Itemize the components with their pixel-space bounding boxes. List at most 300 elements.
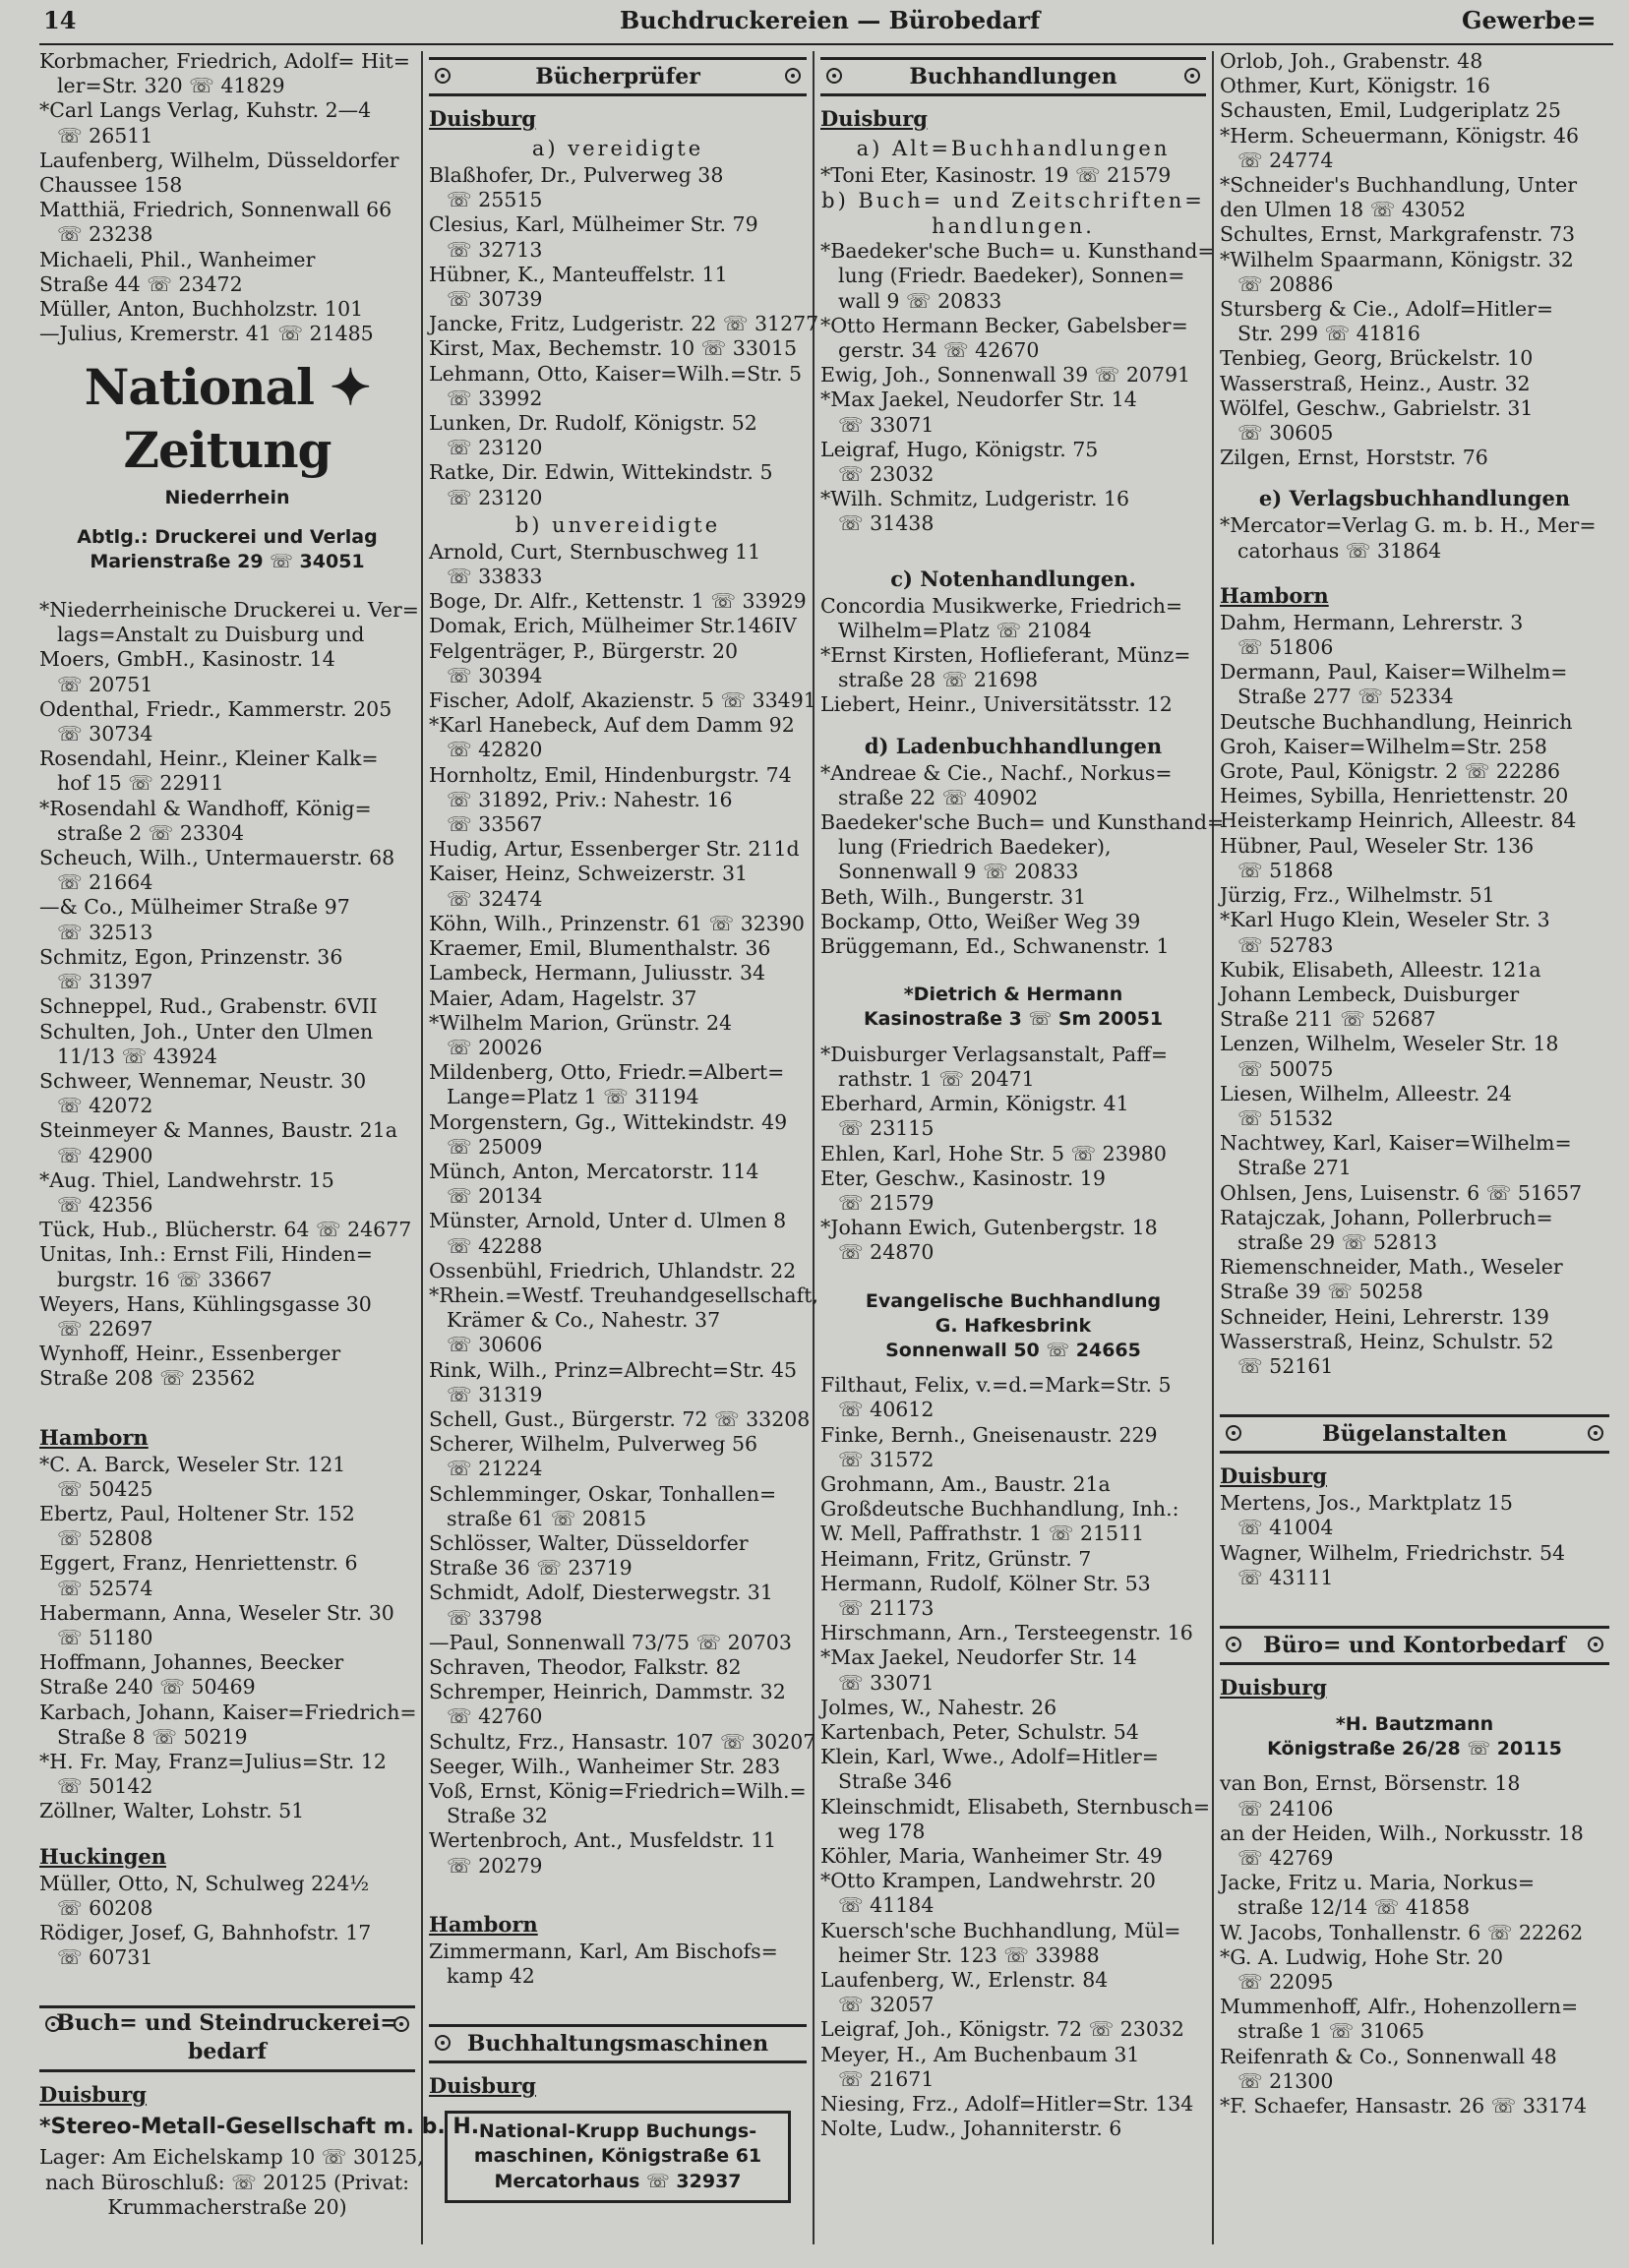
entry-line: Matthiä, Friedrich, Sonnenwall 66	[39, 198, 392, 222]
entry-line: *Karl Hugo Klein, Weseler Str. 3	[1220, 908, 1550, 932]
category-title: Bücherprüfer	[535, 64, 700, 90]
entry-list	[820, 1043, 1206, 1266]
entry-list	[39, 1453, 415, 1824]
entry-line: ☏ 21173	[838, 1595, 935, 1620]
subsection-heading: d) Ladenbuchhandlungen	[864, 733, 1163, 758]
category-title: Buchhaltungsmaschinen	[466, 2031, 769, 2058]
entry-line: Jacke, Fritz u. Maria, Norkus=	[1220, 1871, 1536, 1895]
entry-line: *Max Jaekel, Neudorfer Str. 14	[820, 388, 1137, 412]
category-header	[39, 2005, 415, 2072]
entry-line: Straße 36 ☏ 23719	[429, 1556, 633, 1581]
subsection-heading: a) vereidigte	[531, 137, 704, 160]
entry-line: Str. 299 ☏ 41816	[1237, 322, 1420, 346]
entry-line: ☏ 32474	[447, 886, 543, 911]
entry-line: W. Mell, Paffrathstr. 1 ☏ 21511	[820, 1522, 1145, 1546]
entry-line: den Ulmen 18 ☏ 43052	[1220, 198, 1467, 222]
entry-line: Jürzig, Frz., Wilhelmstr. 51	[1220, 883, 1495, 908]
ad-line: Mercatorhaus ☏ 32937	[494, 2170, 742, 2192]
ring-ornament-icon	[1588, 1637, 1603, 1652]
ad-line: nach Büroschluß: ☏ 20125 (Privat:	[44, 2170, 410, 2194]
entry-line: Schmidt, Adolf, Diesterwegstr. 31	[429, 1581, 773, 1605]
entry-line: Straße 240 ☏ 50469	[39, 1675, 256, 1700]
entry-line: Jolmes, W., Nahestr. 26	[820, 1695, 1057, 1719]
entry-line: Ratajczak, Johann, Pollerbruch=	[1220, 1205, 1553, 1229]
entry-line: Zimmermann, Karl, Am Bischofs=	[429, 1939, 778, 1963]
entry-line: ☏ 24106	[1237, 1796, 1334, 1820]
entry-line: *G. A. Ludwig, Hohe Str. 20	[1220, 1944, 1503, 1969]
entry-line: Habermann, Anna, Weseler Str. 30	[39, 1600, 394, 1625]
entry-line: Concordia Musikwerke, Friedrich=	[820, 593, 1183, 618]
entry-line: Korbmacher, Friedrich, Adolf= Hit=	[39, 49, 410, 73]
entry-line: *Mercator=Verlag G. m. b. H., Mer=	[1220, 513, 1597, 538]
entry-line: ☏ 42288	[447, 1233, 543, 1258]
entry-line: ☏ 42356	[57, 1192, 153, 1217]
entry-line: Lunken, Dr. Rudolf, Königstr. 52	[429, 411, 757, 436]
entry-line: ☏ 33992	[447, 386, 543, 410]
category-header	[1220, 1626, 1609, 1665]
stereo-ad-title: *Stereo-Metall-Gesellschaft m. b. H.	[39, 2115, 480, 2140]
buchungsmaschinen-ad	[445, 2111, 791, 2203]
entry-line: Baedeker'sche Buch= und Kunsthand=	[820, 810, 1225, 835]
ring-ornament-icon	[435, 68, 451, 84]
entry-line: ☏ 32057	[838, 1993, 935, 2017]
entry-line: straße 22 ☏ 40902	[838, 785, 1039, 809]
entry-line: Köhler, Maria, Wanheimer Str. 49	[820, 1843, 1163, 1868]
entry-line: Schneppel, Rud., Grabenstr. 6VII	[39, 994, 378, 1019]
ring-ornament-icon	[785, 68, 801, 84]
entry-line: ☏ 31397	[57, 970, 153, 994]
entry-line: Tenbieg, Georg, Brückelstr. 10	[1220, 346, 1534, 371]
entry-line: *Johann Ewich, Gutenbergstr. 18	[820, 1216, 1158, 1240]
entry-line: ☏ 20751	[57, 672, 153, 696]
entry-line: Kaiser, Heinz, Schweizerstr. 31	[429, 862, 749, 886]
entry-line: Brüggemann, Ed., Schwanenstr. 1	[820, 934, 1170, 959]
entry-line: ☏ 30394	[447, 663, 543, 687]
entry-line: straße 28 ☏ 21698	[838, 668, 1039, 692]
entry-line: Münch, Anton, Mercatorstr. 114	[429, 1159, 759, 1183]
entry-line: Dahm, Hermann, Lehrerstr. 3	[1220, 610, 1524, 634]
entry-line: ☏ 21671	[838, 2066, 935, 2091]
ad-line: *Dietrich & Hermann	[903, 984, 1123, 1006]
entry-line: Boge, Dr. Alfr., Kettenstr. 1 ☏ 33929	[429, 589, 807, 614]
entry-line: Schultz, Frz., Hansastr. 107 ☏ 30207	[429, 1729, 816, 1754]
entry-line: Laufenberg, Wilhelm, Düsseldorfer	[39, 148, 399, 172]
entry-line: Schweer, Wennemar, Neustr. 30	[39, 1068, 367, 1093]
entry-line: Ewig, Joh., Sonnenwall 39 ☏ 20791	[820, 363, 1191, 388]
city-heading: Duisburg	[1220, 1463, 1327, 1489]
entry-line: Heisterkamp Heinrich, Alleestr. 84	[1220, 808, 1577, 833]
entry-line: ☏ 51532	[1237, 1105, 1334, 1130]
entry-line: Wasserstraß, Heinz, Schulstr. 52	[1220, 1329, 1554, 1353]
entry-line: ☏ 32713	[447, 237, 543, 262]
entry-line: ☏ 24870	[838, 1240, 935, 1265]
evangelische-buchhandlung-ad	[820, 1289, 1206, 1364]
entry-line: ☏ 23115	[838, 1116, 935, 1141]
subsection-heading: b) unvereidigte	[514, 512, 721, 537]
entry-line: Nolte, Ludw., Johanniterstr. 6	[820, 2117, 1122, 2141]
entry-line: hof 15 ☏ 22911	[57, 771, 224, 796]
entry-line: Johann Lembeck, Duisburger	[1220, 982, 1520, 1006]
entry-line: Nachtwey, Karl, Kaiser=Wilhelm=	[1220, 1131, 1572, 1156]
entry-line: Leigraf, Joh., Königstr. 72 ☏ 23032	[820, 2017, 1184, 2042]
entry-line: Deutsche Buchhandlung, Heinrich	[1220, 709, 1573, 734]
entry-line: Meyer, H., Am Buchenbaum 31	[820, 2042, 1140, 2066]
entry-line: Lenzen, Wilhelm, Weseler Str. 18	[1220, 1032, 1559, 1056]
entry-list	[39, 49, 415, 346]
entry-line: ☏ 52783	[1237, 932, 1334, 957]
entry-line: Michaeli, Phil., Wanheimer	[39, 247, 316, 271]
entry-line: Krämer & Co., Nahestr. 37	[447, 1308, 721, 1333]
entry-line: —& Co., Mülheimer Straße 97	[39, 895, 350, 920]
entry-line: ☏ 21300	[1237, 2068, 1334, 2093]
ad-title: National ✦ Zeitung	[84, 358, 371, 480]
entry-line: Hudig, Artur, Essenberger Str. 211d	[429, 837, 800, 862]
entry-line: Lehmann, Otto, Kaiser=Wilh.=Str. 5	[429, 361, 803, 386]
category-header	[429, 2024, 807, 2063]
entry-line: Eggert, Franz, Henriettenstr. 6	[39, 1551, 358, 1576]
entry-line: ☏ 31572	[838, 1447, 935, 1471]
column-divider	[1212, 51, 1214, 2244]
entry-line: Arnold, Curt, Sternbuschweg 11	[429, 539, 761, 564]
entry-line: ☏ 30739	[447, 287, 543, 312]
entry-line: ☏ 42820	[447, 738, 543, 762]
subsection-heading: a) Alt=Buchhandlungen	[856, 137, 1171, 160]
subsection-heading: b) Buch= und Zeitschriften=	[821, 189, 1205, 213]
entry-line: ☏ 51868	[1237, 858, 1334, 882]
entry-line: *C. A. Barck, Weseler Str. 121	[39, 1452, 346, 1476]
entry-line: lung (Friedr. Baedeker), Sonnen=	[838, 264, 1185, 288]
entry-line: Hirschmann, Arn., Tersteegenstr. 16	[820, 1621, 1193, 1645]
entry-line: Clesius, Karl, Mülheimer Str. 79	[429, 212, 758, 237]
entry-line: ☏ 25009	[447, 1134, 543, 1159]
entry-line: Wagner, Wilhelm, Friedrichstr. 54	[1220, 1540, 1566, 1565]
category-header	[429, 57, 807, 96]
entry-line: ☏ 42760	[447, 1704, 543, 1729]
entry-line: ☏ 60208	[57, 1895, 153, 1920]
column-divider	[813, 51, 814, 2244]
column-3	[820, 49, 1225, 2252]
entry-line: *Otto Hermann Becker, Gabelsber=	[820, 313, 1188, 337]
entry-line: ☏ 30605	[1237, 421, 1334, 446]
column-1	[39, 49, 480, 2252]
entry-line: ☏ 23238	[57, 222, 153, 247]
entry-line: Filthaut, Felix, v.=d.=Mark=Str. 5	[820, 1373, 1172, 1398]
entry-line: Riemenschneider, Math., Weseler	[1220, 1255, 1563, 1280]
entry-list	[1220, 49, 1609, 470]
entry-line: ler=Str. 320 ☏ 41829	[57, 74, 285, 98]
entry-line: Reifenrath & Co., Sonnenwall 48	[1220, 2044, 1557, 2068]
ad-line: Kasinostraße 3 ☏ Sm 20051	[863, 1008, 1164, 1031]
entry-line: ☏ 23120	[447, 485, 543, 509]
entry-line: Straße 271	[1237, 1156, 1352, 1180]
category-title: Bügelanstalten	[1322, 1421, 1507, 1448]
entry-line: Liesen, Wilhelm, Alleestr. 24	[1220, 1081, 1512, 1105]
entry-line: Wynhoff, Heinr., Essenberger	[39, 1342, 341, 1366]
entry-line: Wilhelm=Platz ☏ 21084	[838, 618, 1092, 642]
entry-line: Unitas, Inh.: Ernst Fili, Hinden=	[39, 1242, 373, 1267]
entry-line: *Ernst Kirsten, Hoflieferant, Münz=	[820, 643, 1191, 668]
entry-line: lags=Anstalt zu Duisburg und	[57, 623, 365, 647]
entry-line: Großdeutsche Buchhandlung, Inh.:	[820, 1497, 1179, 1522]
entry-line: Köhn, Wilh., Prinzenstr. 61 ☏ 32390	[429, 911, 805, 935]
entry-line: ☏ 30734	[57, 722, 153, 746]
entry-list	[820, 1373, 1211, 2141]
entry-line: Ratke, Dir. Edwin, Wittekindstr. 5	[429, 460, 773, 485]
bautzmann-ad	[1220, 1712, 1609, 1761]
entry-line: Jancke, Fritz, Ludgeristr. 22 ☏ 31277	[429, 312, 819, 336]
entry-line: Eberhard, Armin, Königstr. 41	[820, 1092, 1129, 1116]
entry-line: Mummenhoff, Alfr., Hohenzollern=	[1220, 1995, 1579, 2019]
column-4	[1220, 49, 1609, 2252]
entry-line: Heimes, Sybilla, Henriettenstr. 20	[1220, 784, 1569, 808]
entry-line: Eter, Geschw., Kasinostr. 19	[820, 1165, 1106, 1190]
entry-line: Schell, Gust., Bürgerstr. 72 ☏ 33208	[429, 1406, 811, 1431]
entry-line: Hermann, Rudolf, Kölner Str. 53	[820, 1571, 1151, 1595]
entry-line: Kleinschmidt, Elisabeth, Sternbusch=	[820, 1794, 1211, 1819]
ring-ornament-icon	[826, 68, 842, 84]
entry-line: Müller, Anton, Buchholzstr. 101	[39, 297, 364, 322]
entry-line: *Rhein.=Westf. Treuhandgesellschaft,	[429, 1283, 818, 1307]
entry-line: straße 1 ☏ 31065	[1237, 2019, 1425, 2044]
entry-line: Zilgen, Ernst, Horststr. 76	[1220, 446, 1488, 470]
entry-line: Scherer, Wilhelm, Pulverweg 56	[429, 1432, 758, 1457]
entry-line: Beth, Wilh., Bungerstr. 31	[820, 884, 1087, 909]
entry-line: ☏ 51806	[1237, 635, 1334, 660]
entry-line: Weyers, Hans, Kühlingsgasse 30	[39, 1291, 372, 1316]
entry-line: catorhaus ☏ 31864	[1237, 538, 1442, 563]
entry-line: Felgenträger, P., Bürgerstr. 20	[429, 638, 739, 663]
entry-line: Bockamp, Otto, Weißer Weg 39	[820, 909, 1141, 933]
entry-line: Fischer, Adolf, Akazienstr. 5 ☏ 33491	[429, 688, 816, 713]
entry-line: Othmer, Kurt, Königstr. 16	[1220, 74, 1490, 98]
entry-line: ☏ 22095	[1237, 1970, 1334, 1994]
entry-line: Müller, Otto, N, Schulweg 224½	[39, 1871, 370, 1895]
entry-line: Hübner, Paul, Weseler Str. 136	[1220, 833, 1535, 858]
ad-line: Königstraße 26/28 ☏ 20115	[1267, 1738, 1562, 1761]
entry-list	[820, 760, 1225, 960]
entry-line: ☏ 50075	[1237, 1056, 1334, 1081]
entry-line: Blaßhofer, Dr., Pulverweg 38	[429, 163, 724, 187]
entry-line: Straße 346	[838, 1769, 952, 1794]
ad-line: Abtlg.: Druckerei und Verlag	[77, 525, 378, 548]
entry-list	[1220, 1771, 1609, 2119]
entry-line: straße 12/14 ☏ 41858	[1237, 1895, 1471, 1920]
entry-line: ☏ 42769	[1237, 1845, 1334, 1870]
entry-list	[820, 594, 1206, 718]
entry-line: straße 2 ☏ 23304	[57, 820, 245, 845]
ring-ornament-icon	[1226, 1637, 1241, 1652]
entry-line: ☏ 33071	[838, 412, 935, 437]
entry-line: ☏ 52161	[1237, 1353, 1334, 1378]
entry-line: Schausten, Emil, Ludgeriplatz 25	[1220, 98, 1561, 123]
entry-line: Straße 277 ☏ 52334	[1237, 685, 1454, 709]
entry-line: ☏ 24774	[1237, 148, 1334, 172]
entry-list	[39, 1872, 415, 1971]
entry-line: Seeger, Wilh., Wanheimer Str. 283	[429, 1754, 781, 1778]
entry-line: Schmitz, Egon, Prinzenstr. 36	[39, 944, 343, 969]
entry-line: heimer Str. 123 ☏ 33988	[838, 1942, 1100, 1967]
entry-line: Kartenbach, Peter, Schulstr. 54	[820, 1719, 1139, 1744]
entry-line: Mertens, Jos., Marktplatz 15	[1220, 1491, 1513, 1516]
subsection-heading: c) Notenhandlungen.	[890, 566, 1136, 591]
entry-line: Straße 8 ☏ 50219	[57, 1724, 248, 1749]
entry-line: Finke, Bernh., Gneisenaustr. 229	[820, 1422, 1158, 1447]
entry-line: ☏ 60731	[57, 1945, 153, 1970]
ad-line: Marienstraße 29 ☏ 34051	[90, 550, 365, 572]
entry-line: Lambeck, Hermann, Juliusstr. 34	[429, 961, 766, 985]
ad-line: G. Hafkesbrink	[935, 1314, 1092, 1337]
entry-list	[1220, 513, 1609, 563]
entry-line: Schulten, Joh., Unter den Ulmen	[39, 1019, 374, 1044]
subsection-heading: handlungen.	[932, 214, 1095, 239]
entry-list	[820, 239, 1215, 536]
subsection-heading: e) Verlagsbuchhandlungen	[1258, 486, 1571, 511]
entry-line: Straße 39 ☏ 50258	[1220, 1280, 1423, 1304]
entry-line: ☏ 33798	[447, 1605, 543, 1630]
entry-line: ☏ 33567	[447, 812, 543, 837]
ad-line: *H. Bautzmann	[1335, 1712, 1494, 1735]
entry-line: ☏ 51180	[57, 1625, 153, 1649]
entry-line: gerstr. 34 ☏ 42670	[838, 338, 1040, 363]
entry-line: Maier, Adam, Hagelstr. 37	[429, 985, 697, 1010]
entry-line: Groh, Kaiser=Wilhelm=Str. 258	[1220, 734, 1547, 758]
entry-line: Schneider, Heini, Lehrerstr. 139	[1220, 1304, 1549, 1329]
entry-line: Moers, GmbH., Kasinostr. 14	[39, 647, 335, 672]
column-2	[429, 49, 819, 2252]
entry-line: *Duisburger Verlagsanstalt, Paff=	[820, 1042, 1169, 1066]
entry-line: ☏ 41004	[1237, 1516, 1334, 1540]
entry-line: ☏ 50142	[57, 1774, 153, 1799]
entry-line: ☏ 31319	[447, 1382, 543, 1406]
page-title: Buchdruckereien — Bürobedarf	[620, 6, 1041, 34]
header-section-label: Gewerbe=	[1462, 6, 1597, 34]
entry-line: Steinmeyer & Mannes, Baustr. 21a	[39, 1118, 397, 1143]
ad-line: National-Krupp Buchungs-	[478, 2120, 757, 2143]
entry-line: Wölfel, Geschw., Gabrielstr. 31	[1220, 395, 1534, 420]
entry-line: Klein, Karl, Wwe., Adolf=Hitler=	[820, 1745, 1159, 1769]
column-divider	[421, 51, 423, 2244]
entry-line: Morgenstern, Gg., Wittekindstr. 49	[429, 1109, 788, 1134]
entry-line: burgstr. 16 ☏ 33667	[57, 1267, 272, 1291]
entry-line: *F. Schaefer, Hansastr. 26 ☏ 33174	[1220, 2094, 1588, 2119]
entry-line: Kraemer, Emil, Blumenthalstr. 36	[429, 936, 771, 961]
entry-line: Hoffmann, Johannes, Beecker	[39, 1650, 344, 1675]
page-number: 14	[43, 6, 77, 34]
entry-line: ☏ 41184	[838, 1893, 935, 1918]
entry-line: ☏ 32513	[57, 920, 153, 944]
entry-line: ☏ 20886	[1237, 271, 1334, 296]
entry-line: ☏ 31892, Priv.: Nahestr. 16	[447, 787, 733, 811]
city-heading: Duisburg	[1220, 1674, 1327, 1700]
entry-line: Tück, Hub., Blücherstr. 64 ☏ 24677	[39, 1218, 412, 1242]
entry-line: Lange=Platz 1 ☏ 31194	[447, 1085, 699, 1109]
entry-line: Ehlen, Karl, Hohe Str. 5 ☏ 23980	[820, 1141, 1167, 1165]
entry-list	[1220, 611, 1609, 1379]
header-rule	[39, 43, 1613, 45]
city-heading: Huckingen	[39, 1843, 167, 1869]
entry-line: Schremper, Heinrich, Dammstr. 32	[429, 1680, 786, 1704]
ad-line: Niederrhein	[164, 487, 290, 509]
category-title: Buchhandlungen	[909, 64, 1117, 90]
entry-line: Hornholtz, Emil, Hindenburgstr. 74	[429, 762, 792, 787]
entry-list	[820, 163, 1206, 188]
entry-line: Straße 208 ☏ 23562	[39, 1366, 256, 1391]
ad-line: Sonnenwall 50 ☏ 24665	[885, 1339, 1141, 1361]
entry-line: *Carl Langs Verlag, Kuhstr. 2—4	[39, 98, 372, 123]
entry-line: ☏ 52574	[57, 1576, 153, 1600]
entry-line: lung (Friedrich Baedeker),	[838, 835, 1112, 860]
entry-line: Wertenbroch, Ant., Musfeldstr. 11	[429, 1828, 777, 1853]
entry-line: an der Heiden, Wilh., Norkusstr. 18	[1220, 1820, 1584, 1845]
category-title: bedarf	[187, 2039, 268, 2065]
entry-line: —Paul, Sonnenwall 73/75 ☏ 20703	[429, 1630, 792, 1654]
entry-line: *Baedeker'sche Buch= u. Kunsthand=	[820, 239, 1215, 264]
entry-line: *Aug. Thiel, Landwehrstr. 15	[39, 1167, 334, 1192]
entry-list	[39, 598, 419, 1392]
entry-line: straße 61 ☏ 20815	[447, 1506, 647, 1530]
entry-line: Rosendahl, Heinr., Kleiner Kalk=	[39, 746, 379, 771]
entry-line: wall 9 ☏ 20833	[838, 288, 1002, 313]
entry-line: Sonnenwall 9 ☏ 20833	[838, 860, 1079, 884]
city-heading: Hamborn	[39, 1424, 149, 1450]
entry-line: ☏ 43111	[1237, 1565, 1334, 1589]
entry-line: ☏ 33833	[447, 565, 543, 589]
ad-line: Evangelische Buchhandlung	[865, 1289, 1162, 1312]
entry-line: Laufenberg, W., Erlenstr. 84	[820, 1968, 1109, 1992]
entry-line: ☏ 22697	[57, 1316, 153, 1341]
entry-line: ☏ 23032	[838, 462, 935, 487]
entry-line: Schlösser, Walter, Düsseldorfer	[429, 1530, 749, 1555]
entry-line: ☏ 25515	[447, 188, 543, 212]
ad-line: Lager: Am Eichelskamp 10 ☏ 30125,	[39, 2145, 424, 2170]
entry-line: ☏ 20134	[447, 1184, 543, 1209]
entry-line: Ossenbühl, Friedrich, Uhlandstr. 22	[429, 1258, 797, 1283]
entry-line: Grohmann, Am., Baustr. 21a	[820, 1471, 1111, 1496]
entry-line: *Wilhelm Spaarmann, Königstr. 32	[1220, 247, 1574, 271]
entry-line: *Otto Krampen, Landwehrstr. 20	[820, 1869, 1156, 1893]
category-header	[820, 57, 1206, 96]
entry-line: ☏ 33071	[838, 1670, 935, 1695]
entry-line: Voß, Ernst, König=Friedrich=Wilh.=	[429, 1779, 807, 1803]
entry-line: Liebert, Heinr., Universitätsstr. 12	[820, 692, 1173, 717]
entry-line: *Wilh. Schmitz, Ludgeristr. 16	[820, 487, 1130, 511]
entry-line: ☏ 42900	[57, 1143, 153, 1167]
entry-line: *Herm. Scheuermann, Königstr. 46	[1220, 123, 1580, 148]
entry-line: Mildenberg, Otto, Friedr.=Albert=	[429, 1060, 785, 1085]
dietrich-hermann-ad	[820, 983, 1206, 1032]
entry-line: Orlob, Joh., Grabenstr. 48	[1220, 49, 1483, 73]
national-zeitung-ad	[39, 356, 415, 574]
entry-line: weg 178	[838, 1819, 926, 1843]
entry-line: Dermann, Paul, Kaiser=Wilhelm=	[1220, 660, 1568, 685]
entry-line: Niesing, Frz., Adolf=Hitler=Str. 134	[820, 2092, 1194, 2117]
entry-line: ☏ 26511	[57, 123, 153, 148]
category-title: Buch= und Steindruckerei=	[56, 2010, 398, 2037]
entry-line: Schlemminger, Oskar, Tonhallen=	[429, 1481, 777, 1506]
entry-line: Chaussee 158	[39, 173, 183, 198]
entry-line: Stursberg & Cie., Adolf=Hitler=	[1220, 297, 1554, 322]
entry-line: ☏ 21579	[838, 1190, 935, 1215]
entry-line: *Max Jaekel, Neudorfer Str. 14	[820, 1645, 1137, 1670]
entry-line: Straße 44 ☏ 23472	[39, 271, 243, 296]
entry-line: Heimann, Fritz, Grünstr. 7	[820, 1546, 1092, 1571]
entry-line: ☏ 50425	[57, 1476, 153, 1501]
ad-line: Krummacherstraße 20)	[107, 2194, 347, 2219]
entry-line: Kirst, Max, Bechemstr. 10 ☏ 33015	[429, 336, 798, 361]
entry-line: ☏ 20279	[447, 1853, 543, 1878]
city-heading: Duisburg	[429, 2073, 536, 2099]
entry-line: straße 29 ☏ 52813	[1237, 1229, 1438, 1254]
